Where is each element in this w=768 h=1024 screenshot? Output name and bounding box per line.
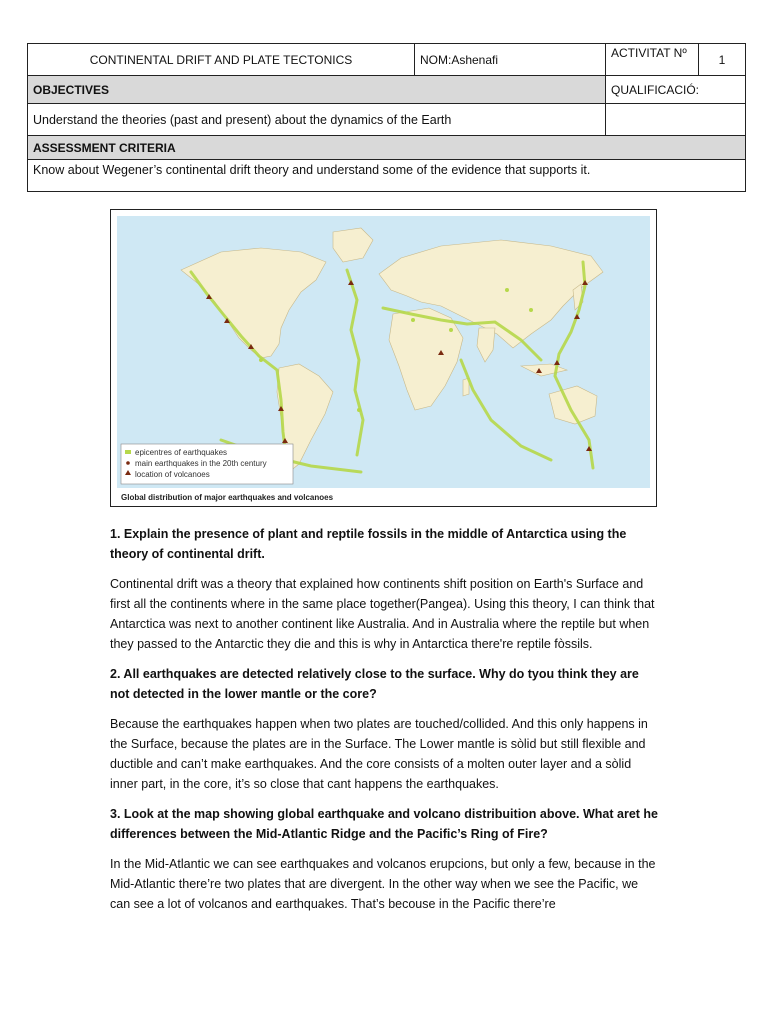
student-name: NOM:Ashenafi xyxy=(415,44,606,76)
epicentre-dot xyxy=(357,408,361,412)
legend-epicentres: epicentres of earthquakes xyxy=(135,448,228,457)
objective-text: Understand the theories (past and present) about the dynamics of the Earth xyxy=(28,104,606,136)
epicentre-dot xyxy=(449,328,453,332)
activity-number: 1 xyxy=(699,44,746,76)
legend-epicentre-swatch xyxy=(125,450,131,454)
answer-3: In the Mid-Atlantic we can see earthquakes and volcanos erupcions, but only a few, because in the Mid-Atlantic there’re two plates that are divergent. In the other way when we see the Pacific, we can see a lot of volcanos and earthquakes. That’s becouse in the Pacific there’re xyxy=(110,857,656,911)
header-table xyxy=(27,43,746,192)
legend-volcanoes: location of volcanoes xyxy=(135,470,210,479)
criteria-label: ASSESSMENT CRITERIA xyxy=(28,136,746,160)
question-1: 1. Explain the presence of plant and reptile fossils in the middle of Antarctica using the theory of continental drift. xyxy=(110,527,627,561)
legend-main-earthquake-swatch xyxy=(126,461,130,465)
map-legend xyxy=(121,444,293,484)
world-map xyxy=(111,210,656,506)
activity-title: CONTINENTAL DRIFT AND PLATE TECTONICS xyxy=(28,44,415,76)
question-3: 3. Look at the map showing global earthquake and volcano distribuition above. What aret he differences between the Mid-Atlantic Ridge and the Pacific’s Ring of Fire? xyxy=(110,807,658,841)
answer-1: Continental drift was a theory that explained how continents shift position on Earth's Surface and first all the continents where in the same place together(Pangea). Using this theory, I can think that Antarctica was next to another continent like Australia. And in Australia where the reptile but when they passed to the Antarctic they die and this is why in Antarctica there're reptile fòssils. xyxy=(110,577,655,651)
epicentre-dot xyxy=(259,358,263,362)
grade-label: QUALIFICACIÓ: xyxy=(606,76,746,104)
criteria-text: Know about Wegener’s continental drift theory and understand some of the evidence that supports it. xyxy=(28,160,746,192)
map-caption: Global distribution of major earthquakes and volcanoes xyxy=(121,493,334,502)
questions-section xyxy=(110,524,660,924)
world-map-figure xyxy=(110,209,657,507)
activity-label: ACTIVITAT Nº xyxy=(606,44,699,76)
epicentre-dot xyxy=(529,308,533,312)
objectives-label: OBJECTIVES xyxy=(28,76,606,104)
question-2: 2. All earthquakes are detected relatively close to the surface. Why do tyou think they are not detected in the lower mantle or the core? xyxy=(110,667,639,701)
epicentre-dot xyxy=(411,318,415,322)
answer-2: Because the earthquakes happen when two plates are touched/collided. And this only happens in the Surface, because the plates are in the Surface. The Lower mantle is sòlid but still flexible and ductible and can’t make earthquakes. And the core consists of a molten outer layer and a sòlid inner part, in the core, it’s so close that cant happens the earthquakes. xyxy=(110,717,648,791)
epicentre-dot xyxy=(505,288,509,292)
grade-value xyxy=(606,104,746,136)
legend-main-earthquakes: main earthquakes in the 20th century xyxy=(135,459,267,468)
